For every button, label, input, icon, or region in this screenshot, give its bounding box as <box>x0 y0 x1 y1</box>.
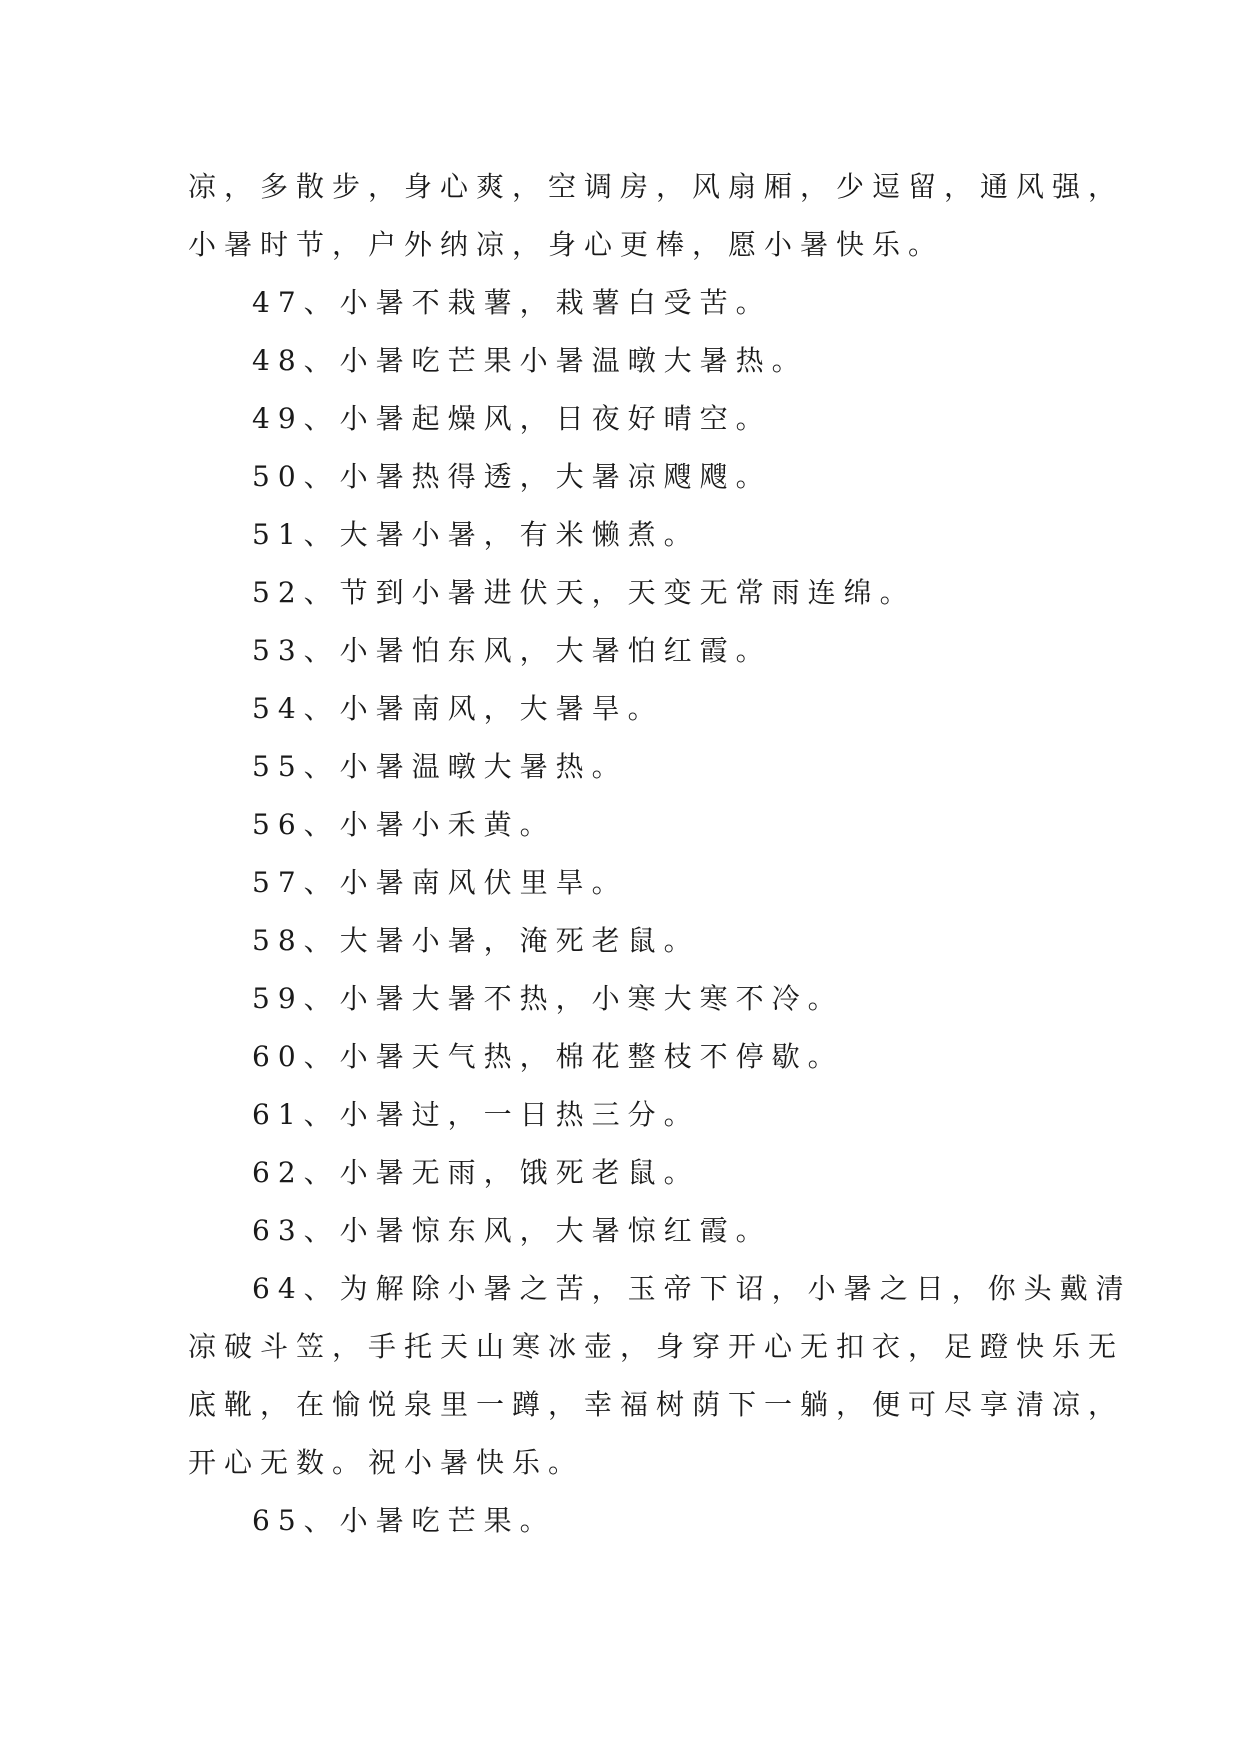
paragraph-first-line: 51、大暑小暑，有米懒煮。 <box>252 518 700 551</box>
paragraph-line: 开心无数。祝小暑快乐。 <box>188 1446 585 1479</box>
paragraph-first-line: 59、小暑大暑不热，小寒大寒不冷。 <box>252 982 844 1015</box>
paragraph-first-line: 49、小暑起燥风，日夜好晴空。 <box>252 402 772 435</box>
paragraph-first-line: 53、小暑怕东风，大暑怕红霞。 <box>252 634 772 667</box>
paragraph-first-line: 48、小暑吃芒果小暑温暾大暑热。 <box>252 344 808 377</box>
paragraph-line: 凉，多散步，身心爽，空调房，风扇厢，少逗留，通风强， <box>188 170 1125 203</box>
paragraph-first-line: 60、小暑天气热，棉花整枝不停歇。 <box>252 1040 844 1073</box>
paragraph-line: 凉破斗笠，手托天山寒冰壶，身穿开心无扣衣，足蹬快乐无 <box>188 1330 1125 1363</box>
paragraph-first-line: 65、小暑吃芒果。 <box>252 1504 556 1537</box>
paragraph-first-line: 52、节到小暑进伏天，天变无常雨连绵。 <box>252 576 916 609</box>
paragraph-first-line: 63、小暑惊东风，大暑惊红霞。 <box>252 1214 772 1247</box>
document-body <box>188 158 1132 1550</box>
paragraph-first-line: 56、小暑小禾黄。 <box>252 808 556 841</box>
paragraph-first-line: 50、小暑热得透，大暑凉飕飕。 <box>252 460 772 493</box>
paragraph-first-line: 47、小暑不栽薯，栽薯白受苦。 <box>252 286 772 319</box>
paragraph-first-line: 61、小暑过，一日热三分。 <box>252 1098 700 1131</box>
paragraph-first-line: 58、大暑小暑，淹死老鼠。 <box>252 924 700 957</box>
paragraph-first-line: 55、小暑温暾大暑热。 <box>252 750 628 783</box>
paragraph-line: 底靴，在愉悦泉里一蹲，幸福树荫下一躺，便可尽享清凉， <box>188 1388 1125 1421</box>
paragraph-first-line: 54、小暑南风，大暑旱。 <box>252 692 664 725</box>
paragraph-line: 小暑时节，户外纳凉，身心更棒，愿小暑快乐。 <box>188 228 945 261</box>
paragraph-first-line: 62、小暑无雨，饿死老鼠。 <box>252 1156 700 1189</box>
paragraph-first-line: 64、为解除小暑之苦，玉帝下诏，小暑之日，你头戴清 <box>252 1272 1132 1305</box>
paragraph-first-line: 57、小暑南风伏里旱。 <box>252 866 628 899</box>
